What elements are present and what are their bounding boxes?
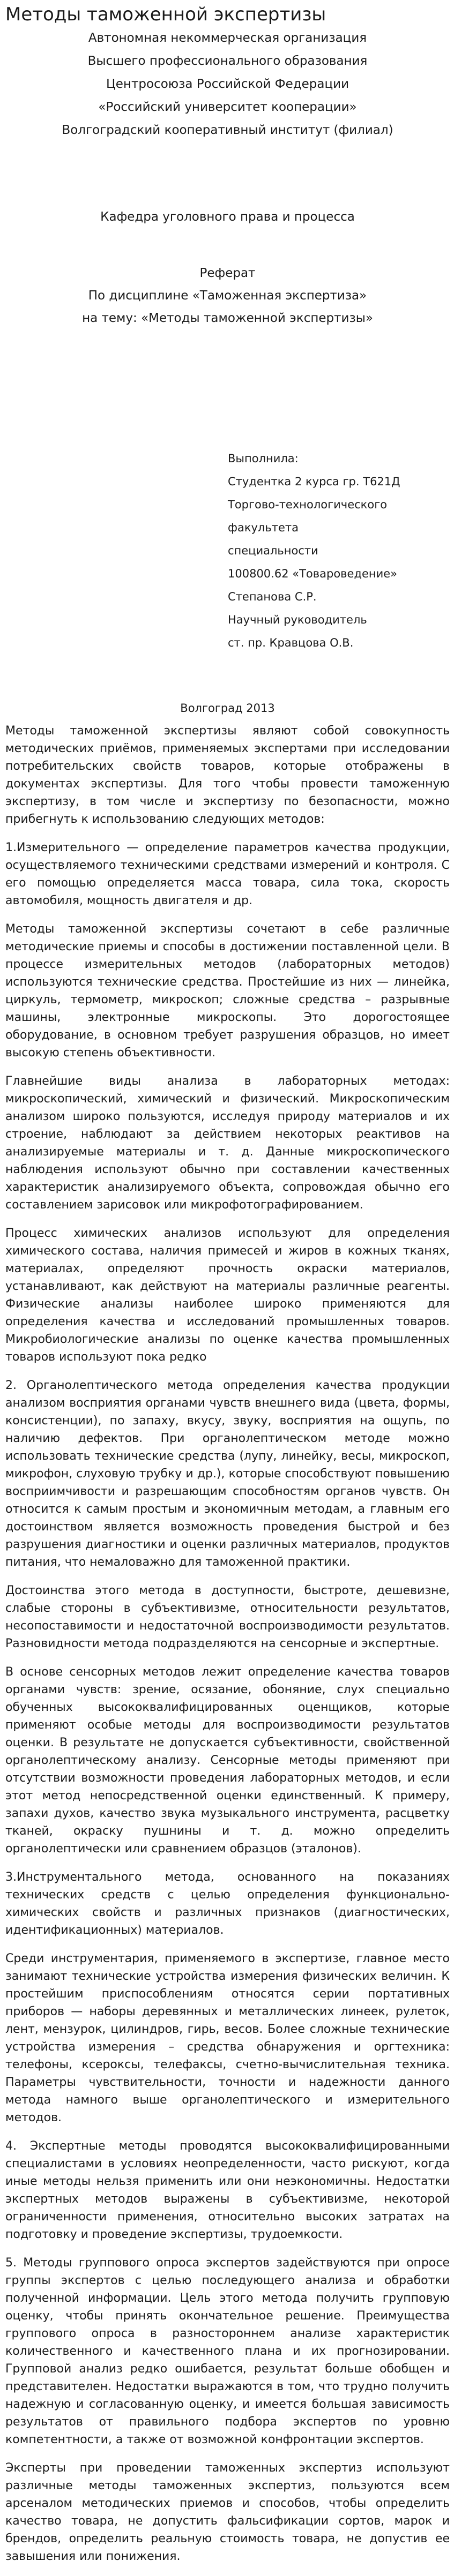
paragraph: 2. Органолептического метода определения качества продукции анализом восприятия органами чувств внешнего вида (цвета, формы, консистенции), по запаху, вкусу, звуку, восприятия на ощупь, по наличию дефектов. При органолептическом методе можно использовать технические средства (лупу, линейку, весы, микроскоп, микрофон, слуховую трубку и др.), которые способствуют повышению восприимчивости и разрешающим способностям органов чувств. Он относится к самым простым и экономичным методам, а главным его достоинством является возможность проведения быстрой и без разрушения диагностики и оценки различных материалов, продуктов питания, что немаловажно для таможенной практики. — [5, 1379, 450, 1569]
org-line: Волгоградский кооперативный институт (филиал) — [62, 123, 393, 137]
paragraph: Главнейшие виды анализа в лабораторных методах: микроскопический, химический и физический. Микроскопическим анализом широко пользуются, исследуя природу материалов и их строение, наблюдают за действием некоторых реактивов на анализируемые материалы и т. д. Данные микроскопического наблюдения используют обычно при составлении качественных характеристик анализируемого объекта, сопровождая обычно его составлением зарисовок или микрофотографированием. — [5, 1075, 450, 1212]
report-title-block — [5, 262, 450, 329]
author-line: Степанова С.Р. — [228, 590, 317, 603]
paragraph: 1.Измерительного — определение параметров качества продукции, осуществляемого техническими средствами измерений и контроля. С его помощью определяется масса товара, сила тока, скорость автомобиля, мощность двигателя и др. — [5, 841, 450, 907]
author-line: Выполнила: — [228, 452, 299, 465]
body-text — [5, 722, 450, 2565]
paragraph: Эксперты при проведении таможенных экспертиз используют различные методы таможенных экспертиз, пользуются всем арсеналом методических приемов и способов, чтобы определить качество товара, не допустить фальсификации сортов, марок и брендов, определить реальную стоимость товара, не допустив ее завышения или понижения. — [5, 2461, 450, 2563]
author-line: ст. пр. Кравцова О.В. — [228, 636, 354, 649]
author-line: Научный руководитель — [228, 613, 367, 626]
organization-block — [5, 27, 450, 142]
report-discipline: По дисциплине «Таможенная экспертиза» — [88, 289, 367, 303]
report-topic: на тему: «Методы таможенной экспертизы» — [82, 311, 373, 325]
document-title: Методы таможенной экспертизы — [5, 4, 326, 25]
city-year: Волгоград 2013 — [180, 702, 275, 715]
report-type: Реферат — [199, 266, 256, 280]
paragraph: 5. Методы группового опроса экспертов задействуются при опросе группы экспертов с целью последующего анализа и обработки полученной информации. Цель этого метода получить групповую оценку, чтобы принять окончательное решение. Преимущества группового опроса в разностороннем анализе характеристик количественного и качественного плана и их прогнозировании. Групповой анализ редко ошибается, результат больше обобщен и представителен. Недостатки выражаются в том, что трудно получить надежную и согласованную оценку, и имеется большая зависимость результатов от правильного подбора экспертов по уровню компетентности, а также от возможной конфронтации экспертов. — [5, 2256, 450, 2446]
paragraph: 4. Экспертные методы проводятся высококвалифицированными специалистами в условиях неопределенности, часто рискуют, когда иные методы нельзя применить или они неэкономичны. Недостатки экспертных методов выражены в субъективизме, некоторой ограниченности применения, относительно высоких затратах на подготовку и проведение экспертизы, трудоемкости. — [5, 2139, 450, 2241]
paragraph: В основе сенсорных методов лежит определение качества товаров органами чувств: зрение, осязание, обоняние, слух специально обученных высококвалифицированных оценщиков, которые применяют особые методы для воспроизводимости результатов оценки. В результате не допускается субъективности, свойственной органолептическому анализу. Сенсорные методы применяют при отсутствии возможности проведения лабораторных методов, и если этот метод непосредственной оценки единственный. К примеру, запахи духов, качество звука музыкального инструмента, расцветку тканей, окраску пушнины и т. д. можно определить органолептически или сравнением образцов (эталонов). — [5, 1665, 450, 1856]
org-line: Высшего профессионального образования — [87, 54, 368, 68]
org-line: «Российский университет кооперации» — [98, 100, 357, 114]
author-line: специальности — [228, 544, 318, 557]
author-block — [5, 447, 450, 655]
paragraph: Методы таможенной экспертизы являют собой совокупность методических приёмов, применяемых экспертами при исследовании потребительских свойств товаров, которые отображены в документах экспертизы. Для того чтобы провести таможенную экспертизу, в том числе и экспертизу по безопасности, можно прибегнуть к использованию следующих методов: — [5, 724, 450, 826]
org-line: Центросоюза Российской Федерации — [106, 77, 349, 91]
department-name: Кафедра уголовного права и процесса — [100, 210, 355, 224]
org-line: Автономная некоммерческая организация — [88, 31, 367, 45]
author-line: 100800.62 «Товароведение» — [228, 567, 398, 580]
author-line: Студентка 2 курса гр. Т621Д — [228, 475, 400, 488]
paragraph: Методы таможенной экспертизы сочетают в себе различные методические приемы и способы в достижении поставленной цели. В процессе измерительных методов (лабораторных методов) используются технические средства. Простейшие из них — линейка, циркуль, термометр, микроскоп; сложные средства – разрывные машины, электронные микроскопы. Это дорогостоящее оборудование, в основном требует разрушения образцов, но имеет высокую степень объективности. — [5, 922, 450, 1060]
author-line: Торгово-технологического факультета — [228, 498, 388, 534]
paragraph: Достоинства этого метода в доступности, быстроте, дешевизне, слабые стороны в субъективизме, относительности результатов, несопоставимости и недостаточной воспроизводимости результатов. Разновидности метода подразделяются на сенсорные и экспертные. — [5, 1584, 450, 1650]
paragraph: Процесс химических анализов используют для определения химического состава, наличия примесей и жиров в кожных тканях, материалах, определяют прочность окраски материалов, устанавливают, как действуют на материалы различные реагенты. Физические анализы наиболее широко применяются для определения качества и исследований промышленных товаров. Микробиологические анализы по оценке качества промышленных товаров используют пока редко — [5, 1227, 450, 1364]
paragraph: Среди инструментария, применяемого в экспертизе, главное место занимают технические устройства измерения физических величин. К простейшим приспособлениям относятся серии портативных приборов — наборы деревянных и металлических линеек, рулеток, лент, мензурок, цилиндров, гирь, весов. Более сложные технические устройства измерения – средства обнаружения и оргтехника: телефоны, ксероксы, телефаксы, счетно-вычислительная техника. Параметры чувствительности, точности и надежности данного метода намного выше органолептического и измерительного методов. — [5, 1952, 450, 2124]
paragraph: 3.Инструментального метода, основанного на показаниях технических средств с целью определения функционально-химических свойств и различных признаков (диагностических, идентификационных) материалов. — [5, 1871, 450, 1937]
